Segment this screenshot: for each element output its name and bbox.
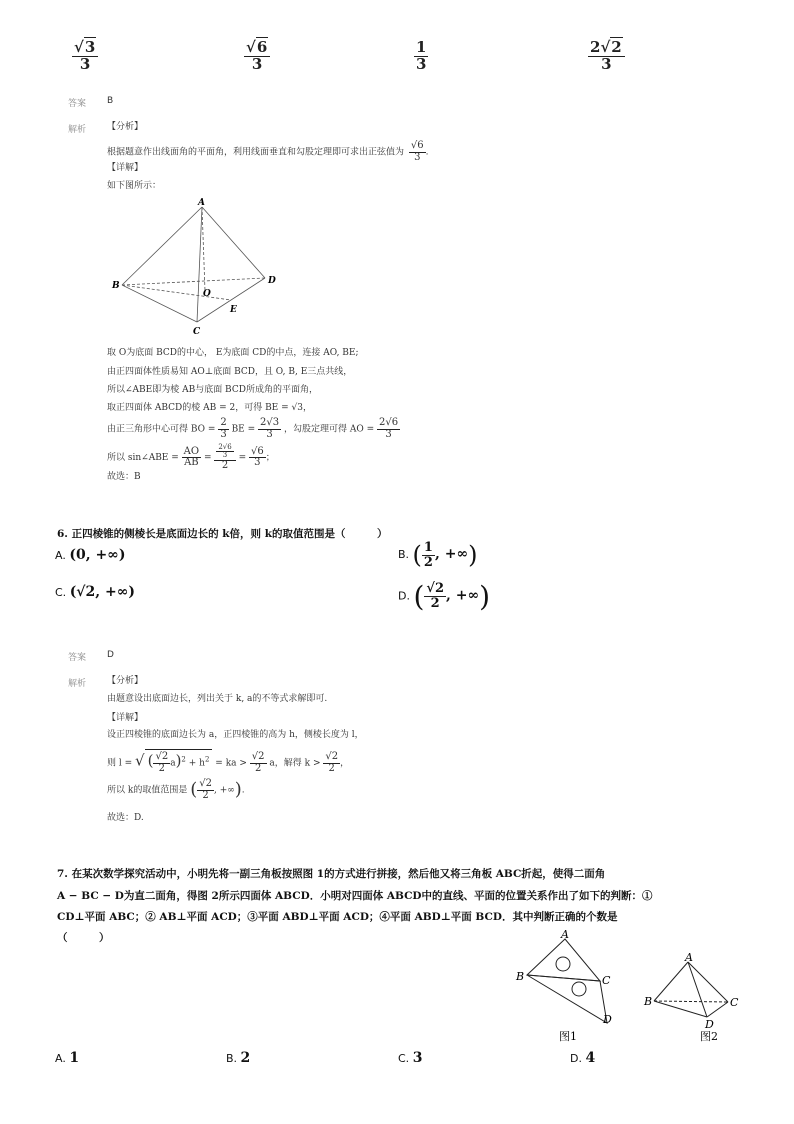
q5-line-5: 由正三角形中心可得 BO = $\frac{2}{3}$ BE = $\frac{2√3}{3}$ ，勾股定理可得 AO = $\frac{2√6}{3}$: [107, 417, 399, 440]
q5-fig-label-d: D: [268, 276, 276, 286]
q6-line-1: 设正四棱锥的底面边长为 a，正四棱锥的高为 h，侧棱长度为 l，: [107, 730, 364, 740]
q6-fenxi-text: 由题意设出底面边长，列出关于 k, a的不等式求解即可.: [107, 694, 328, 704]
q5-tetrahedron-figure: [100, 195, 290, 340]
q7-fig1-label-b: B: [516, 970, 525, 983]
q7-fig1-caption: 图1: [559, 1030, 577, 1043]
q6-fenxi: 【分析】: [107, 676, 144, 686]
q5-fig-label-a: A: [198, 198, 205, 208]
q6-line-2: 则 l = √ ( $\frac{√2}{2}$ $a)^2 + h^2$ = ka > $\frac{√2}{2}$ a，解得 k > $\frac{√2}{2}$ ，: [107, 749, 349, 776]
q7-line-2: A − BC − D为直二面角，得图 2所示四面体 ABCD．小明对四面体 ABCD中的直线、平面的位置关系作出了如下的判断：①: [57, 890, 653, 902]
q6-answer: D: [107, 650, 114, 660]
q5-fenxi: 【分析】: [107, 122, 144, 132]
q5-rutu: 如下图所示：: [107, 181, 162, 191]
q5-line-4: 取正四面体 ABCD的棱 AB = 2，可得 BE = √3，: [107, 403, 312, 413]
q7-option-d: D. 4: [570, 1050, 596, 1066]
q5-option-a: $\frac{√3}{3}$: [72, 40, 98, 73]
q6-option-b: B. ( $\frac{1}{2}$ , +∞): [398, 540, 478, 570]
q5-answer-label: 答案: [68, 99, 87, 109]
q5-fenxi-text: 根据题意作出线面角的平面角，利用线面垂直和勾股定理即可求出正弦值为 $\frac{√6}{3}$ .: [107, 140, 429, 163]
q7-option-b: B. 2: [226, 1050, 251, 1066]
q5-option-b: $\frac{√6}{3}$: [244, 40, 270, 73]
q6-option-a: A. (0, +∞): [55, 547, 126, 563]
q5-line-1: 取 O为底面 BCD的中心， E为底面 CD的中点，连接 AO, BE;: [107, 348, 359, 358]
q5-analysis-label: 解析: [68, 125, 87, 135]
q6-analysis-label: 解析: [68, 679, 87, 689]
q7-fig2-caption: 图2: [700, 1030, 718, 1043]
q7-option-a: A. 1: [55, 1050, 80, 1066]
q6-option-d: D. ( $\frac{√2}{2}$ , +∞): [398, 580, 491, 613]
q6-guxuan: 故选：D.: [107, 813, 144, 823]
q5-fig-label-e: E: [230, 305, 237, 315]
q5-fig-label-b: B: [112, 281, 120, 291]
q5-fig-label-c: C: [193, 327, 201, 337]
q7-fig2-label-d: D: [705, 1018, 714, 1031]
q6-line-3: 所以 k的取值范围是 ( $\frac{√2}{2}$ , +∞).: [107, 778, 245, 801]
q6-option-c: C. (√2, +∞): [55, 584, 136, 600]
q7-fig1-label-d: D: [603, 1013, 612, 1026]
q7-line-4: （ ）: [57, 932, 110, 944]
q7-option-c: C. 3: [398, 1050, 423, 1066]
q5-option-c: $\frac{1}{3}$: [416, 38, 427, 73]
q7-fig2-label-b: B: [644, 995, 653, 1008]
q6-xiangjie: 【详解】: [107, 713, 144, 723]
q7-fig2-label-a: A: [685, 951, 693, 964]
q5-line-2: 由正四面体性质易知 AO⊥底面 BCD，且 O, B, E三点共线，: [107, 367, 353, 377]
q7-fig2-label-c: C: [730, 996, 739, 1009]
q6-answer-label: 答案: [68, 653, 87, 663]
q5-option-d: $\frac{2√2}{3}$: [588, 40, 625, 73]
q6-stem: 6. 正四棱锥的侧棱长是底面边长的 k倍，则 k的取值范围是（ ）: [57, 528, 388, 540]
q5-line-3: 所以∠ABE即为棱 AB与底面 BCD所成角的平面角，: [107, 385, 318, 395]
q5-fig-label-o: O: [203, 289, 211, 299]
q5-guxuan: 故选：B: [107, 472, 141, 482]
q7-line-1: 7. 在某次数学探究活动中，小明先将一副三角板按照图 1的方式进行拼接，然后他又将三角板 ABC折起，使得二面角: [57, 868, 606, 880]
q7-figure-1: [512, 925, 622, 1050]
q5-xiangjie: 【详解】: [107, 163, 144, 173]
q7-fig1-label-c: C: [602, 974, 611, 987]
q5-line-6: 所以 sin∠ABE = $\frac{AO}{AB}$ = $\frac{\frac{2√6}{3}}{2}$ = $\frac{√6}{3}$ ；: [107, 443, 275, 471]
q7-figure-2: [638, 950, 748, 1050]
q7-line-3: CD⊥平面 ABC；② AB⊥平面 ACD；③平面 ABD⊥平面 ACD；④平面 ABD⊥平面 BCD．其中判断正确的个数是: [57, 911, 618, 923]
q5-answer: B: [107, 96, 114, 106]
q7-fig1-label-a: A: [561, 928, 569, 941]
